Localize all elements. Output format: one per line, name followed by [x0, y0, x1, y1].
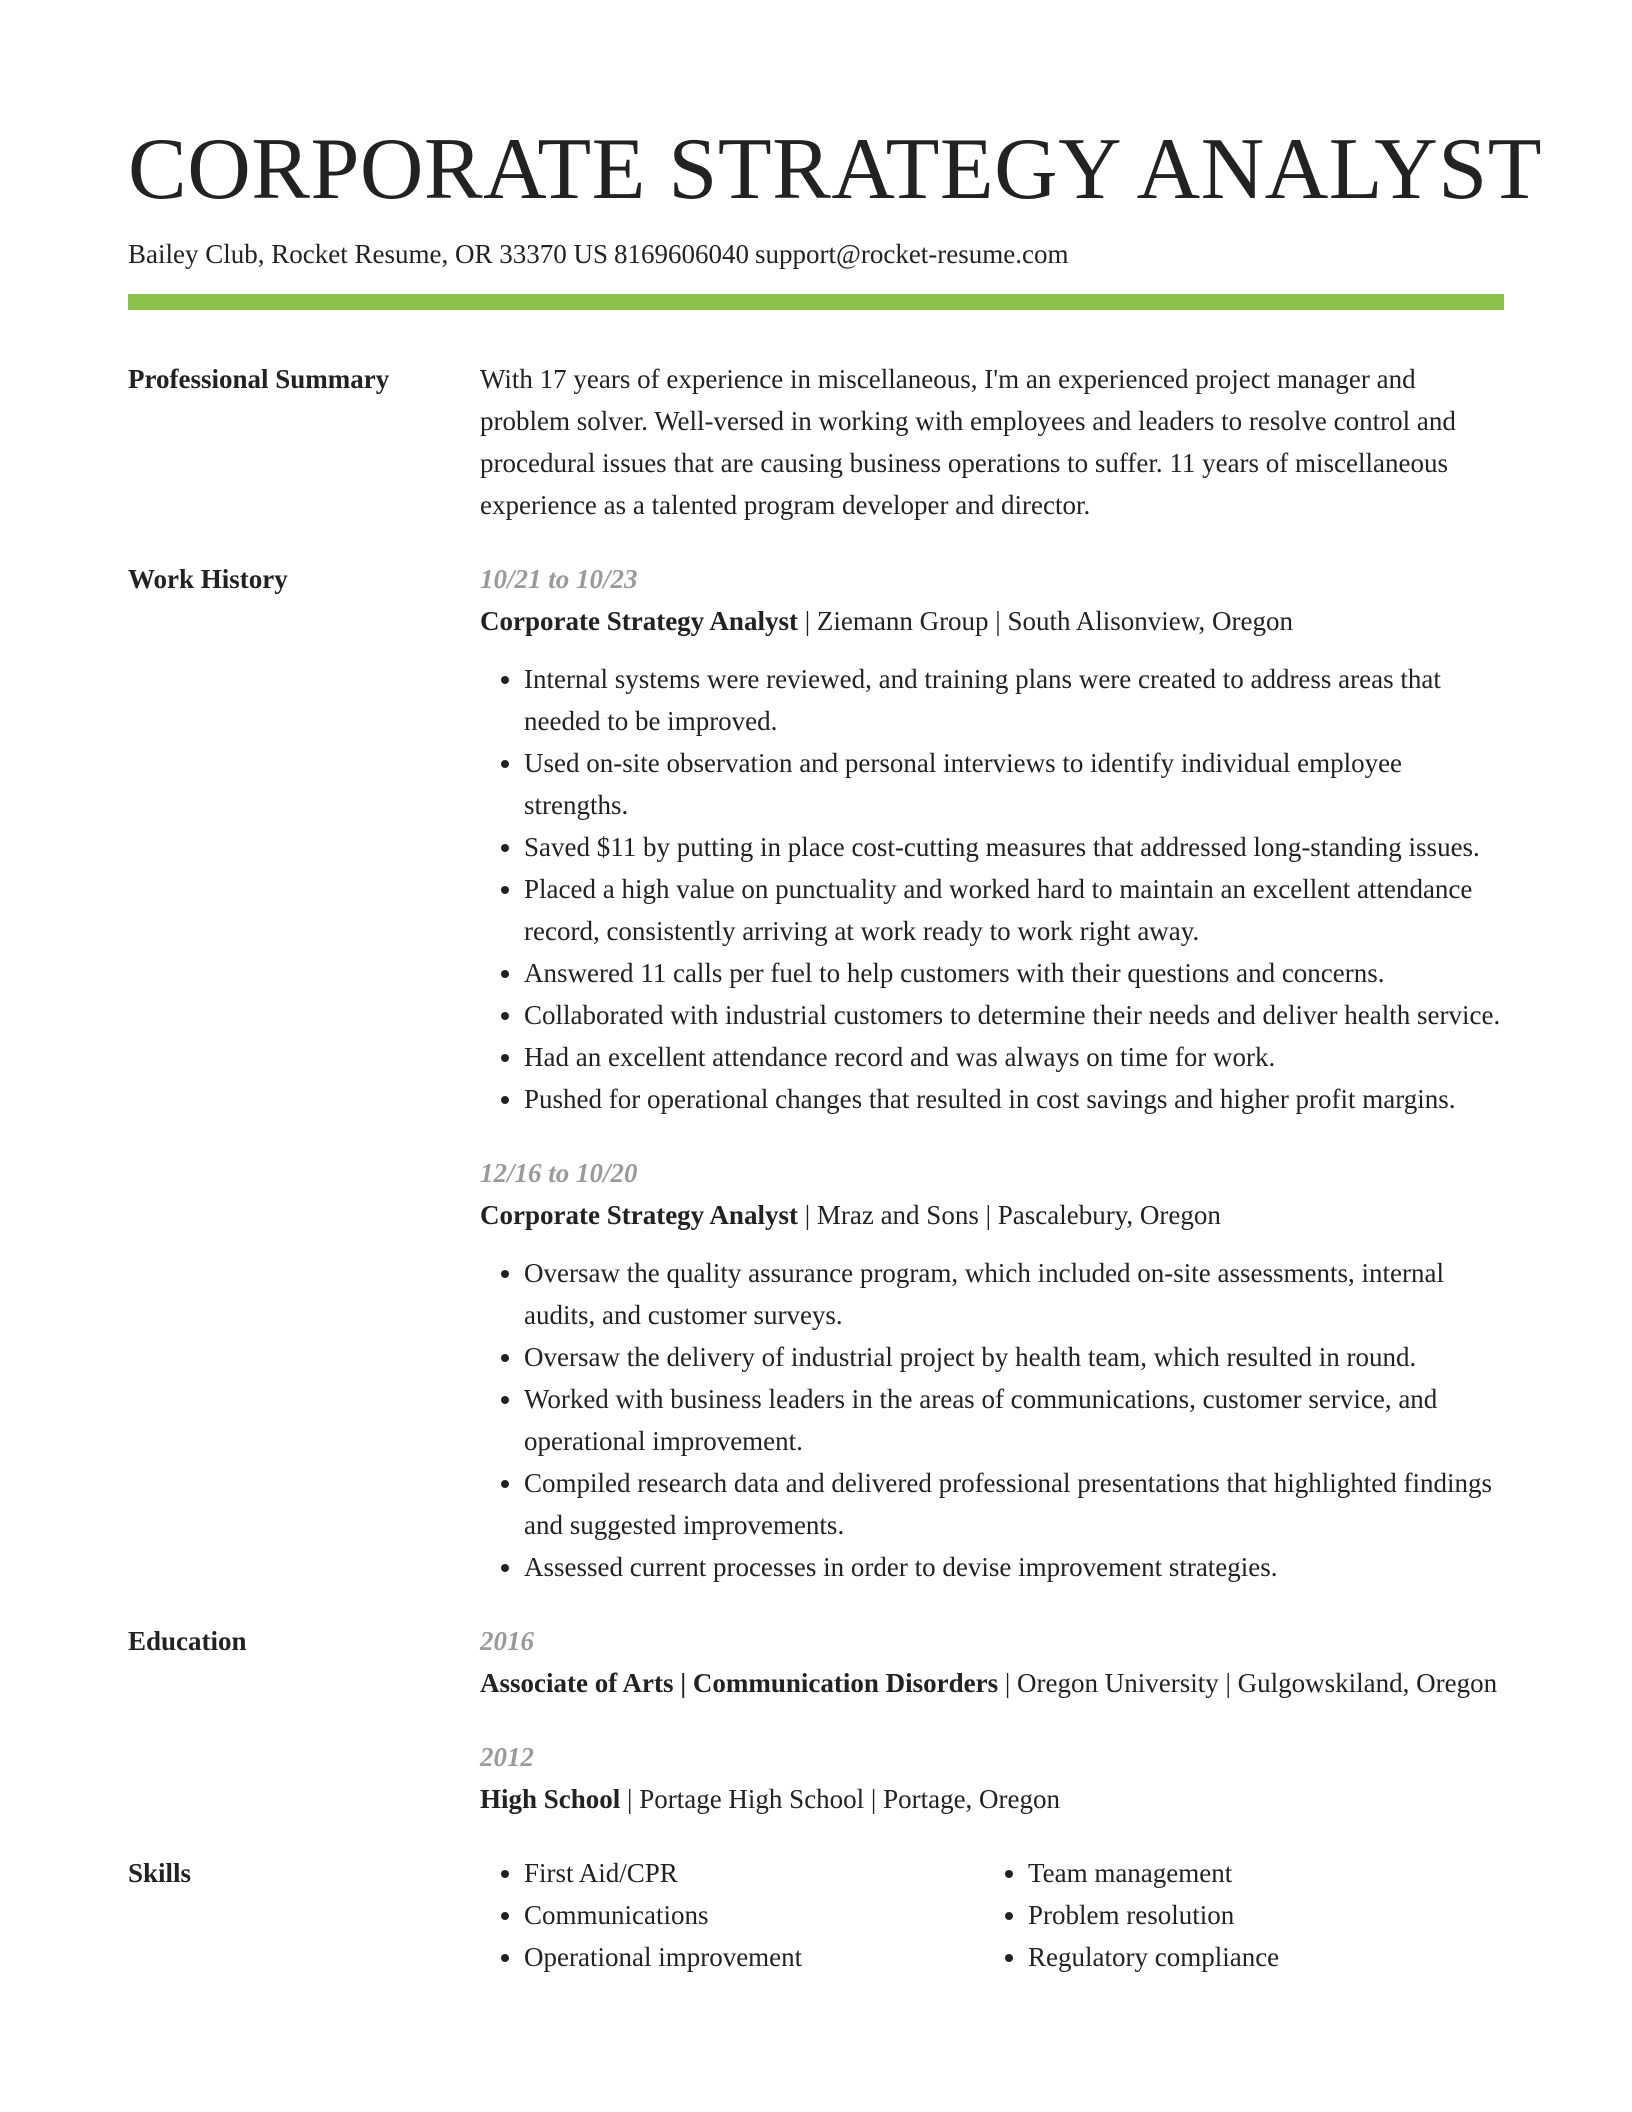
resume-page [128, 118, 1542, 1978]
job-bullets [480, 1252, 1504, 1588]
job-entry [480, 558, 1504, 1120]
education-degree: High School [480, 1784, 621, 1814]
job-bullet: • Worked with business leaders in the areas of communications, customer service, and operational improvement. [524, 1378, 1504, 1462]
skill-item: • First Aid/CPR [524, 1852, 984, 1894]
job-bullet: • Used on-site observation and personal interviews to identify individual employee strengths. [524, 742, 1504, 826]
job-bullet: • Pushed for operational changes that resulted in cost savings and higher profit margins. [524, 1078, 1504, 1120]
job-bullet: • Oversaw the delivery of industrial project by health team, which resulted in round. [524, 1336, 1504, 1378]
education-body [480, 1620, 1504, 1820]
contact-email: support@rocket-resume.com [754, 239, 1069, 269]
education-degree: Associate of Arts | Communication Disorders [480, 1668, 999, 1698]
job-entry [480, 1152, 1504, 1588]
contact-phone: 8169606040 [613, 239, 749, 269]
summary-text: With 17 years of experience in miscellaneous, I'm an experienced project manager and problem solver. Well-versed in working with employees and leaders to resolve control and procedural issues that are causing business operations to suffer. 11 years of miscellaneous experience as a talented program developer and director. [480, 364, 1456, 520]
education-year: 2012 [480, 1742, 534, 1772]
skill-item: • Team management [1028, 1852, 1488, 1894]
skills-body [480, 1852, 1504, 1978]
job-title: Corporate Strategy Analyst [480, 1200, 798, 1230]
work-history-body [480, 558, 1504, 1588]
education-details: | Portage High School | Portage, Oregon [620, 1784, 1061, 1814]
education-heading-line [480, 1662, 1504, 1704]
skills-list-right [984, 1852, 1488, 1978]
education-year: 2016 [480, 1626, 534, 1656]
job-bullet: • Compiled research data and delivered professional presentations that highlighted findings and suggested improvements. [524, 1462, 1504, 1546]
education-section [128, 1620, 1504, 1820]
job-dates: 10/21 to 10/23 [480, 564, 638, 594]
header-divider [128, 294, 1504, 310]
skill-item: • Problem resolution [1028, 1894, 1488, 1936]
job-bullet: • Internal systems were reviewed, and training plans were created to address areas that needed to be improved. [524, 658, 1504, 742]
job-bullet: • Assessed current processes in order to devise improvement strategies. [524, 1546, 1504, 1588]
job-heading [480, 600, 1504, 642]
skill-item: • Communications [524, 1894, 984, 1936]
education-heading: Education [128, 1626, 247, 1656]
job-bullet: • Saved $11 by putting in place cost-cutting measures that addressed long-standing issues. [524, 826, 1504, 868]
job-bullet: • Had an excellent attendance record and was always on time for work. [524, 1036, 1504, 1078]
contact-line [128, 234, 1504, 274]
job-bullet: • Oversaw the quality assurance program, which included on-site assessments, internal audits, and customer surveys. [524, 1252, 1504, 1336]
job-bullets [480, 658, 1504, 1120]
skill-item: • Operational improvement [524, 1936, 984, 1978]
work-history-section [128, 558, 1504, 1588]
skills-list-left [480, 1852, 984, 1978]
skill-item: • Regulatory compliance [1028, 1936, 1488, 1978]
summary-heading: Professional Summary [128, 364, 390, 394]
job-dates: 12/16 to 10/20 [480, 1158, 638, 1188]
job-details: | Mraz and Sons | Pascalebury, Oregon [797, 1200, 1221, 1230]
job-title: Corporate Strategy Analyst [480, 606, 798, 636]
job-details: | Ziemann Group | South Alisonview, Oregon [797, 606, 1293, 636]
resume-title: CORPORATE STRATEGY ANALYST [128, 121, 1542, 218]
job-bullet: • Answered 11 calls per fuel to help customers with their questions and concerns. [524, 952, 1504, 994]
education-heading-line [480, 1778, 1504, 1820]
education-entry [480, 1736, 1504, 1820]
job-heading [480, 1194, 1504, 1236]
job-bullet: • Collaborated with industrial customers to determine their needs and deliver health service. [524, 994, 1504, 1036]
skills-heading: Skills [128, 1858, 192, 1888]
work-history-heading: Work History [128, 564, 288, 594]
job-bullet: • Placed a high value on punctuality and worked hard to maintain an excellent attendance record, consistently arriving at work ready to work right away. [524, 868, 1504, 952]
education-entry [480, 1620, 1504, 1704]
contact-address: Bailey Club, Rocket Resume, OR 33370 US [128, 239, 608, 269]
summary-section [128, 358, 1504, 526]
skills-section [128, 1852, 1504, 1978]
education-details: | Oregon University | Gulgowskiland, Oregon [998, 1668, 1498, 1698]
